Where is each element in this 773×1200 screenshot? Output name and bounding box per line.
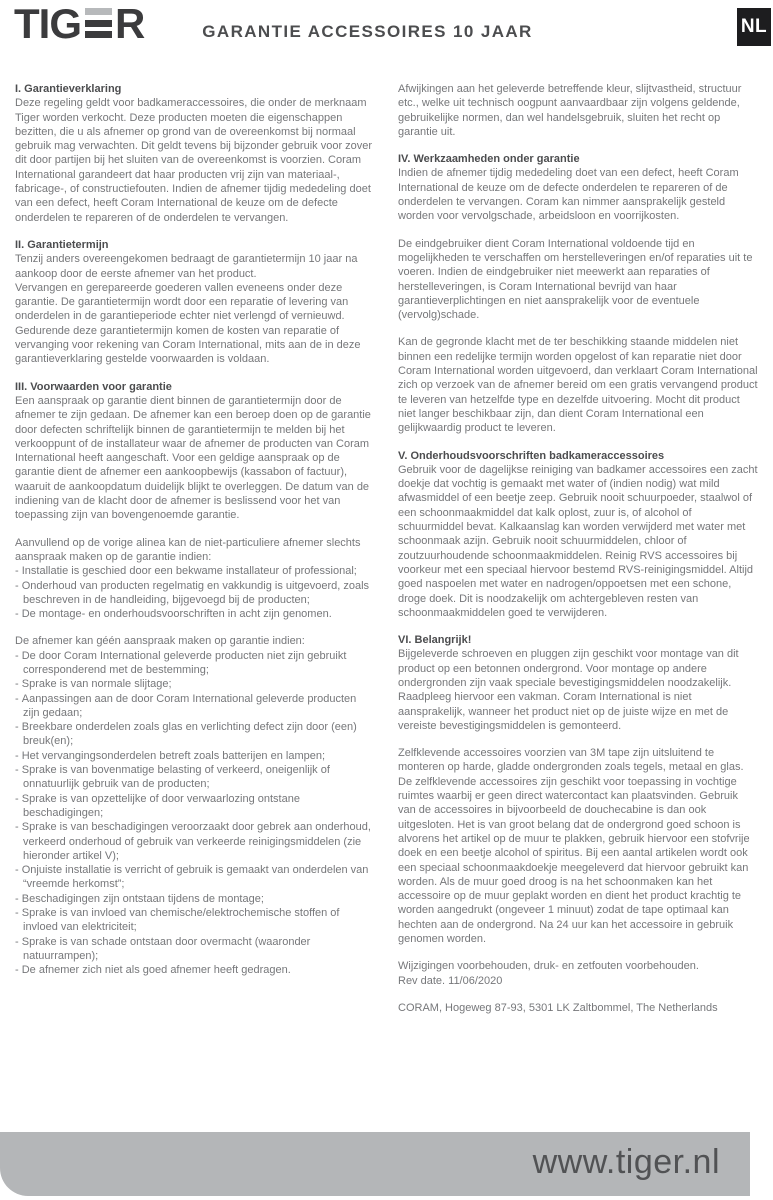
list-item: - Sprake is van invloed van chemische/elektrochemische stoffen of invloed van elektriciteit;: [15, 906, 375, 935]
logo-e-bar-top: [85, 8, 112, 15]
paragraph: De eindgebruiker dient Coram International voldoende tijd en mogelijkheden te verschaffen om herstelleveringen en/of reparaties uit te voeren. Indien de eindgebruiker niet meewerkt aan reparaties of herstelleveringen, is Coram International bevrijd van haar garantieverplichtingen en niet aansprakelijk voor de eventuele (vervolg)schade.: [398, 237, 753, 322]
list-item: - De door Coram International geleverde producten niet zijn gebruikt corresponderend met de bestemming;: [15, 649, 375, 678]
paragraph: Deze regeling geldt voor badkameraccessoires, die onder de merknaam Tiger worden verkocht. Deze producten moeten die eigenschappen bezitten, die u als afnemer op grond van de overeenkomst bij normaal gebruik mag verwachten. Dit geldt tevens bij bijzonder gebruik voor zover dit door partijen bij het sluiten van de overeenkomst is voorzien. Coram International garandeert dat haar producten vrij zijn van materiaal-, fabricage-, of constructiefouten. Indien de afnemer tijdig mededeling doet van een defect, heeft Coram International de keuze om de defecte onderdelen te repareren of de onderdelen te vervangen.: [15, 97, 373, 224]
page-title: GARANTIE ACCESSOIRES 10 JAAR: [202, 22, 533, 41]
paragraph: Kan de gegronde klacht met de ter beschikking staande middelen niet binnen een redelijke termijn worden opgelost of kan reparatie niet door Coram International worden uitgevoerd, dan verklaart Coram International zich op verzoek van de afnemer bereid om een gratis vervangend product te leveren van hetzelfde type en dezelfde uitvoering. Mocht dit product niet langer beschikbaar zijn, dan dient Coram International een gelijkwaardig product te leveren.: [398, 336, 758, 435]
paragraph: CORAM, Hogeweg 87-93, 5301 LK Zaltbommel, The Netherlands: [398, 1001, 718, 1014]
list-item: - Onderhoud van producten regelmatig en vakkundig is uitgevoerd, zoals beschreven in de handleiding, bijgevoegd bij de producten;: [15, 579, 375, 608]
bullet-list: [15, 649, 375, 978]
section-heading: IV. Werkzaamheden onder garantie: [398, 153, 580, 166]
list-item: - Sprake is van normale slijtage;: [15, 677, 375, 691]
list-item: - Onjuiste installatie is verricht of gebruik is gemaakt van onderdelen van “vreemde herkomst”;: [15, 863, 375, 892]
list-item: - Sprake is van opzettelijke of door verwaarlozing ontstane beschadigingen;: [15, 792, 375, 821]
list-item: - Beschadigingen zijn ontstaan tijdens de montage;: [15, 892, 375, 906]
list-item: - Sprake is van schade ontstaan door overmacht (waaronder natuurrampen);: [15, 935, 375, 964]
paragraph: Een aanspraak op garantie dient binnen de garantietermijn door de afnemer te zijn gedaan. De afnemer kan een beroep doen op de garantie door defecten schriftelijk binnen de garantietermijn te melden bij het verkooppunt of de installateur waar de afnemer de producten van Coram International heeft aangeschaft. Voor een geldige aanspraak op de garantie dient de afnemer een aankoopbewijs (kassabon of factuur), waaruit de aankoopdatum duidelijk blijkt te overleggen. De datum van de indiening van de klacht door de afnemer is beslissend voor het van toepassing zijn van bovengenoemde garantie.: [15, 394, 371, 522]
list-item: - De afnemer zich niet als goed afnemer heeft gedragen.: [15, 963, 375, 977]
list-item: - Installatie is geschied door een bekwame installateur of professional;: [15, 564, 375, 578]
logo-text-part1: TIG: [14, 0, 81, 47]
paragraph: Afwijkingen aan het geleverde betreffende kleur, slijtvastheid, structuur etc., welke uit technisch oogpunt aanvaardbaar zijn volgens geldende, gebruikelijke normen, dan wel handelsgebruik, sluiten het recht op garantie uit.: [398, 83, 742, 138]
footer-bar: [0, 1132, 750, 1196]
bullet-list: [15, 564, 375, 621]
paragraph: Aanvullend op de vorige alinea kan de niet-particuliere afnemer slechts aanspraak maken op de garantie indien:: [15, 536, 361, 563]
list-item: - Sprake is van beschadigingen veroorzaakt door gebrek aan onderhoud, verkeerd onderhoud of gebruik van verkeerde reinigingsmiddelen (zie hieronder artikel V);: [15, 820, 375, 863]
paragraph: Wijzigingen voorbehouden, druk- en zetfouten voorbehouden.: [398, 960, 699, 973]
logo-text-part2: R: [115, 0, 145, 47]
paragraph: Indien de afnemer tijdig mededeling doet van een defect, heeft Coram International de keuze om de defecte onderdelen te repareren of de onderdelen te vervangen. Coram kan nimmer aansprakelijk gesteld worden voor vervolgschade, arbeidsloon en voorrijkosten.: [398, 167, 739, 223]
left-column: [15, 82, 375, 1015]
list-item: - De montage- en onderhoudsvoorschriften in acht zijn genomen.: [15, 607, 375, 621]
language-badge: NL: [737, 8, 771, 46]
paragraph: Gedurende deze garantietermijn komen de kosten van reparatie of vervanging voor rekening van Coram International, mits aan de in deze garantieverklaring gestelde voorwaarden is voldaan.: [15, 324, 361, 366]
paragraph: Bijgeleverde schroeven en pluggen zijn geschikt voor montage van dit product op een betonnen ondergrond. Voor montage op andere ondergronden zijn vaak speciale bevestigingsmiddelen noodzakelijk. Raadpleeg hiervoor een vakman. Coram International is niet aansprakelijk, wanneer het product niet op de juiste wijze en met de vereiste bevestigingsmiddelen is gemonteerd.: [398, 648, 739, 732]
website-url: www.tiger.nl: [532, 1142, 720, 1181]
document-body: [15, 82, 758, 1015]
section-heading: I. Garantieverklaring: [15, 83, 122, 95]
paragraph: Vervangen en gerepareerde goederen vallen eveneens onder deze garantie. De garantietermijn wordt door een reparatie of levering van onderdelen in de garantieperiode echter niet verlengd of vernieuwd.: [15, 281, 349, 323]
list-item: - Sprake is van bovenmatige belasting of verkeerd, oneigenlijk of onnatuurlijk gebruik van de producten;: [15, 763, 375, 792]
list-item: - Aanpassingen aan de door Coram International geleverde producten zijn gedaan;: [15, 692, 375, 721]
section-heading: III. Voorwaarden voor garantie: [15, 380, 172, 393]
list-item: - Breekbare onderdelen zoals glas en verlichting defect zijn door (een) breuk(en);: [15, 720, 375, 749]
section-heading: V. Onderhoudsvoorschriften badkameraccessoires: [398, 449, 665, 462]
section-heading: VI. Belangrijk!: [398, 634, 472, 647]
header-title-row: [0, 22, 735, 42]
section-heading: II. Garantietermijn: [15, 238, 109, 251]
paragraph: Gebruik voor de dagelijkse reiniging van badkamer accessoires een zacht doekje dat vochtig is gemaakt met water of (indien nodig) wat mild afwasmiddel of een beetje zeep. Gebruik nooit schuurpoeder, staalwol of een schoonmaakmiddel dat kalk oplost, zuur is, of alcohol of schuurmiddel bevat. Kalkaanslag kan worden verwijderd met water met schoonmaak azijn. Gebruik nooit schuurmiddelen, chloor of zoutzuurhoudende schoonmaakmiddelen. Reinig RVS accessoires bij voorkeur met een speciaal hiervoor bestemd RVS-reinigingsmiddel. Altijd goed naspoelen met water en nadrogen/oppoetsen met een schone, droge doek. Dit is noodzakelijk om achtergebleven resten van schoonmaakmiddelen goed te verwijderen.: [398, 463, 758, 619]
paragraph: Rev date. 11/06/2020: [398, 974, 503, 987]
paragraph: De afnemer kan géén aanspraak maken op garantie indien:: [15, 635, 305, 648]
paragraph: Tenzij anders overeengekomen bedraagt de garantietermijn 10 jaar na aankoop door de eerste afnemer van het product.: [15, 253, 358, 280]
list-item: - Het vervangingsonderdelen betreft zoals batterijen en lampen;: [15, 749, 375, 763]
right-column: [398, 82, 758, 1015]
paragraph: Zelfklevende accessoires voorzien van 3M tape zijn uitsluitend te monteren op harde, gladde ondergronden zoals tegels, metaal en glas. De zelfklevende accessoires zijn geschikt voor toepassing in vochtige ruimtes waarbij er geen direct watercontact kan plaatsvinden. Gebruik van de accessoires in bijvoorbeeld de douchecabine is dan ook uitgesloten. Het is van groot belang dat de ondergrond goed schoon is alvorens het artikel op de muur te plakken, gebruik hiervoor een stofvrije doek en een beetje alcohol of spiritus. Bij een aantal artikelen wordt ook een speciaal schoonmaakdoekje meegeleverd dat hiervoor gebruikt kan worden. Als de muur goed droog is na het schoonmaken kan het accessoire op de muur geplakt worden en dient het product krachtig te worden aangedrukt (ongeveer 1 minuut) zodat de tape optimaal kan hechten aan de ondergrond. Na 24 uur kan het accessoire in gebruik genomen worden.: [398, 747, 750, 946]
